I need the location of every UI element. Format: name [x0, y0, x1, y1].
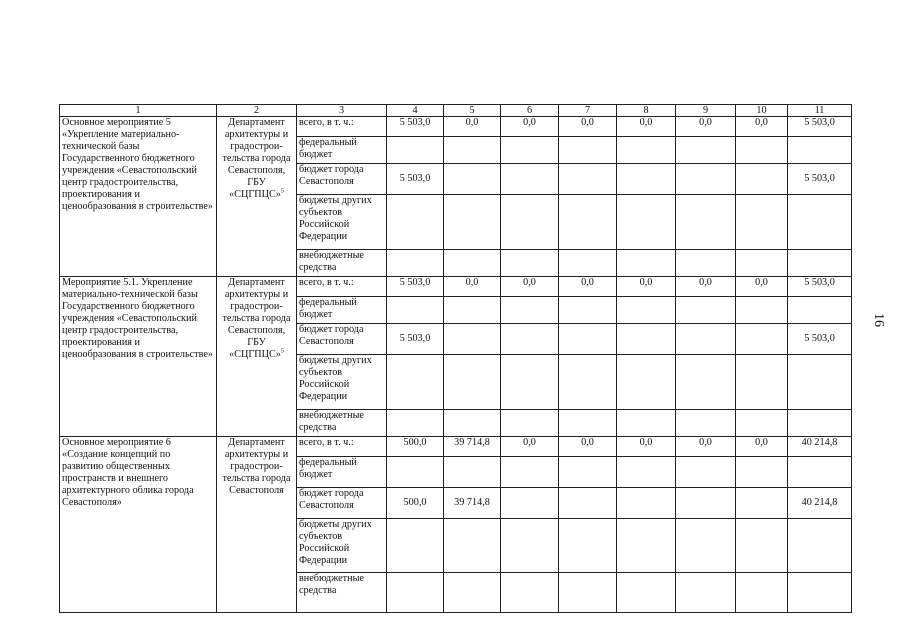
- value-cell: 0,0: [617, 437, 676, 457]
- value-cell: [501, 250, 559, 277]
- value-cell: [676, 137, 736, 164]
- value-cell: [736, 137, 788, 164]
- funding-source: всего, в т. ч.:: [297, 277, 387, 297]
- value-cell: 0,0: [559, 277, 617, 297]
- activity-title: Мероприятие 5.1. Укрепление материально-технической базы Государственного бюджетного учреждения «Севастопольский центр градостроительства, проектирования и ценообразования в строительстве»: [60, 277, 217, 437]
- value-cell: 0,0: [736, 437, 788, 457]
- activity-title: Основное мероприятие 6 «Создание концепций по развитию общественных пространств и внешнего архитектурного облика города Севастополя»: [60, 437, 217, 613]
- value-cell: 5 503,0: [788, 164, 852, 195]
- value-cell: [736, 410, 788, 437]
- value-cell: 0,0: [444, 117, 501, 137]
- value-cell: [676, 164, 736, 195]
- col-header: 2: [217, 105, 297, 117]
- activity-title: Основное мероприятие 5 «Укрепление материально-технической базы Государственного бюджетного учреждения «Севастопольский центр градостроительства, проектирования и ценообразования в строительстве»: [60, 117, 217, 277]
- value-cell: [617, 488, 676, 519]
- funding-source: бюджет города Севастополя: [297, 324, 387, 355]
- value-cell: [676, 410, 736, 437]
- value-cell: [444, 410, 501, 437]
- value-cell: 5 503,0: [387, 164, 444, 195]
- value-cell: [736, 519, 788, 573]
- value-cell: [788, 457, 852, 488]
- value-cell: [387, 573, 444, 613]
- value-cell: [559, 297, 617, 324]
- value-cell: [444, 519, 501, 573]
- value-cell: [559, 164, 617, 195]
- value-cell: [617, 355, 676, 410]
- value-cell: [501, 573, 559, 613]
- value-cell: [387, 355, 444, 410]
- value-cell: [501, 297, 559, 324]
- value-cell: [788, 137, 852, 164]
- value-cell: [501, 355, 559, 410]
- value-cell: [676, 519, 736, 573]
- value-cell: [617, 457, 676, 488]
- value-cell: [788, 297, 852, 324]
- value-cell: [559, 410, 617, 437]
- value-cell: [736, 488, 788, 519]
- value-cell: 0,0: [676, 277, 736, 297]
- value-cell: [788, 250, 852, 277]
- value-cell: 5 503,0: [387, 277, 444, 297]
- value-cell: [676, 488, 736, 519]
- value-cell: 5 503,0: [387, 324, 444, 355]
- funding-source: бюджеты других субъектов Российской Федерации: [297, 195, 387, 250]
- value-cell: [501, 324, 559, 355]
- value-cell: [736, 355, 788, 410]
- value-cell: [444, 324, 501, 355]
- footnote-mark: 5: [280, 348, 284, 355]
- department-cell: [217, 437, 297, 613]
- col-header: 4: [387, 105, 444, 117]
- value-cell: [387, 297, 444, 324]
- value-cell: [736, 324, 788, 355]
- value-cell: 39 714,8: [444, 437, 501, 457]
- value-cell: [676, 195, 736, 250]
- value-cell: [444, 195, 501, 250]
- value-cell: [617, 137, 676, 164]
- department-cell: [217, 277, 297, 437]
- value-cell: 39 714,8: [444, 488, 501, 519]
- value-cell: [559, 195, 617, 250]
- value-cell: [387, 250, 444, 277]
- value-cell: 5 503,0: [387, 117, 444, 137]
- funding-source: бюджеты других субъектов Российской Федерации: [297, 355, 387, 410]
- value-cell: [559, 324, 617, 355]
- value-cell: 0,0: [617, 277, 676, 297]
- value-cell: [444, 457, 501, 488]
- value-cell: 0,0: [501, 117, 559, 137]
- value-cell: [736, 297, 788, 324]
- value-cell: 0,0: [501, 277, 559, 297]
- value-cell: [736, 457, 788, 488]
- col-header: 9: [676, 105, 736, 117]
- value-cell: 0,0: [736, 117, 788, 137]
- value-cell: [444, 250, 501, 277]
- value-cell: 500,0: [387, 437, 444, 457]
- value-cell: [501, 410, 559, 437]
- value-cell: [788, 195, 852, 250]
- value-cell: [676, 297, 736, 324]
- value-cell: [444, 297, 501, 324]
- value-cell: [559, 250, 617, 277]
- value-cell: 0,0: [501, 437, 559, 457]
- value-cell: 0,0: [676, 437, 736, 457]
- value-cell: [676, 250, 736, 277]
- value-cell: 5 503,0: [788, 117, 852, 137]
- value-cell: [559, 137, 617, 164]
- value-cell: [617, 519, 676, 573]
- value-cell: [736, 164, 788, 195]
- value-cell: [676, 573, 736, 613]
- funding-source: федеральный бюджет: [297, 137, 387, 164]
- col-header: 5: [444, 105, 501, 117]
- value-cell: [387, 195, 444, 250]
- funding-source: всего, в т. ч.:: [297, 117, 387, 137]
- value-cell: [617, 410, 676, 437]
- value-cell: [444, 573, 501, 613]
- value-cell: [788, 410, 852, 437]
- table-row: [60, 277, 852, 297]
- value-cell: [788, 519, 852, 573]
- value-cell: [559, 519, 617, 573]
- value-cell: [676, 324, 736, 355]
- value-cell: 0,0: [617, 117, 676, 137]
- value-cell: 0,0: [676, 117, 736, 137]
- value-cell: 0,0: [559, 117, 617, 137]
- col-header: 8: [617, 105, 676, 117]
- value-cell: [501, 164, 559, 195]
- value-cell: [387, 519, 444, 573]
- value-cell: [617, 195, 676, 250]
- col-header: 1: [60, 105, 217, 117]
- value-cell: [617, 164, 676, 195]
- col-header: 10: [736, 105, 788, 117]
- page-number: 16: [871, 313, 886, 327]
- funding-source: внебюджетные средства: [297, 250, 387, 277]
- funding-source: бюджеты других субъектов Российской Федерации: [297, 519, 387, 573]
- department-name: Департамент архитектуры и градострои-тельства города Севастополя: [222, 437, 291, 496]
- value-cell: [617, 297, 676, 324]
- col-header: 3: [297, 105, 387, 117]
- value-cell: [788, 573, 852, 613]
- value-cell: [676, 355, 736, 410]
- value-cell: 5 503,0: [788, 277, 852, 297]
- department-name: Департамент архитектуры и градострои-тельства города Севастополя, ГБУ «СЦГПЦС»: [222, 277, 291, 360]
- col-header: 7: [559, 105, 617, 117]
- table-row: [60, 437, 852, 457]
- value-cell: [559, 488, 617, 519]
- value-cell: [444, 355, 501, 410]
- value-cell: [501, 488, 559, 519]
- value-cell: [387, 457, 444, 488]
- table-row: [60, 117, 852, 137]
- value-cell: 0,0: [444, 277, 501, 297]
- value-cell: [444, 164, 501, 195]
- col-header: 6: [501, 105, 559, 117]
- header-row: [60, 105, 852, 117]
- funding-source: бюджет города Севастополя: [297, 164, 387, 195]
- budget-table: [59, 104, 852, 613]
- value-cell: [617, 324, 676, 355]
- value-cell: [444, 137, 501, 164]
- funding-source: федеральный бюджет: [297, 297, 387, 324]
- value-cell: 0,0: [559, 437, 617, 457]
- value-cell: [501, 457, 559, 488]
- value-cell: 500,0: [387, 488, 444, 519]
- funding-source: федеральный бюджет: [297, 457, 387, 488]
- funding-source: внебюджетные средства: [297, 410, 387, 437]
- value-cell: [559, 573, 617, 613]
- col-header: 11: [788, 105, 852, 117]
- value-cell: [736, 250, 788, 277]
- department-cell: [217, 117, 297, 277]
- value-cell: [736, 195, 788, 250]
- value-cell: 40 214,8: [788, 437, 852, 457]
- value-cell: [559, 457, 617, 488]
- value-cell: [617, 573, 676, 613]
- funding-source: внебюджетные средства: [297, 573, 387, 613]
- value-cell: [501, 195, 559, 250]
- department-name: Департамент архитектуры и градострои-тельства города Севастополя, ГБУ «СЦГПЦС»: [222, 117, 291, 200]
- value-cell: 0,0: [736, 277, 788, 297]
- value-cell: 5 503,0: [788, 324, 852, 355]
- footnote-mark: 5: [280, 188, 284, 195]
- value-cell: 40 214,8: [788, 488, 852, 519]
- funding-source: всего, в т. ч.:: [297, 437, 387, 457]
- value-cell: [788, 355, 852, 410]
- value-cell: [501, 519, 559, 573]
- value-cell: [676, 457, 736, 488]
- value-cell: [501, 137, 559, 164]
- value-cell: [617, 250, 676, 277]
- value-cell: [559, 355, 617, 410]
- value-cell: [387, 410, 444, 437]
- value-cell: [387, 137, 444, 164]
- funding-source: бюджет города Севастополя: [297, 488, 387, 519]
- value-cell: [736, 573, 788, 613]
